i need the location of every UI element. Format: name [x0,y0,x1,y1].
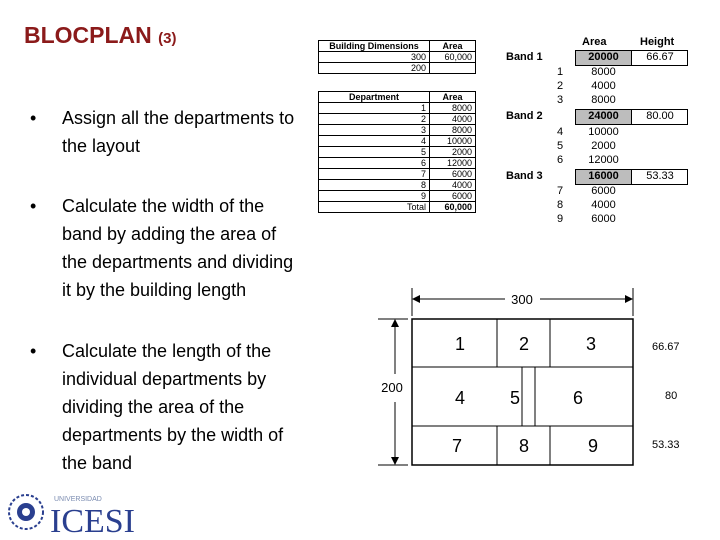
band-dept-number: 7 [556,185,564,197]
dept-5: 5 [509,388,521,408]
dept-number-cell: 6 [319,158,430,169]
length-label: 300 [511,292,533,307]
dept-number-cell: 9 [319,191,430,202]
dept-number-cell: 7 [319,169,430,180]
band-dept-area: 2000 [591,140,616,152]
band-dept-number: 4 [556,126,564,138]
dept-area-cell: 8000 [430,125,476,136]
band-dept-area: 12000 [588,154,619,166]
band-dept-area: 8000 [591,66,616,78]
band3-height-label: 53.33 [652,439,680,451]
band-dept-number: 3 [556,94,564,106]
length-cell: 300 [319,52,430,63]
dept-number-cell: 8 [319,180,430,191]
dept-3: 3 [585,334,597,354]
dept-6: 6 [572,388,584,408]
band3-area: 16000 [588,170,619,182]
band1-area: 20000 [588,51,619,63]
logo-small-text: UNIVERSIDAD [54,496,102,503]
band-dept-area: 8000 [591,94,616,106]
bullet-text: Assign all the departments to the layout [62,108,295,156]
dept-number-cell: 2 [319,114,430,125]
dept-area-cell: 6000 [430,191,476,202]
dept-area-cell: 8000 [430,103,476,114]
dept-8: 8 [518,436,530,456]
dept-area-cell: 2000 [430,147,476,158]
band-dept-area: 4000 [591,80,616,92]
header-cell: Area [430,92,476,103]
band2-height: 80.00 [646,110,674,122]
dept-area-cell: 12000 [430,158,476,169]
bullet-marker: • [30,196,37,216]
bullet-text: Calculate the width of the band by adding the area of the departments and dividing it by the building length [62,196,294,300]
dept-2: 2 [518,334,530,354]
band1-height: 66.67 [646,51,674,63]
band-dept-number: 2 [556,80,564,92]
band-dept-area: 10000 [588,126,619,138]
total-value: 60,000 [430,202,476,213]
dept-area-cell: 4000 [430,180,476,191]
title-sub: (3) [158,30,177,47]
dept-9: 9 [587,436,599,456]
dept-area-cell: 6000 [430,169,476,180]
dept-4: 4 [454,388,466,408]
band1-height-label: 66.67 [652,341,680,353]
band-dept-number: 9 [556,213,564,225]
bullet-marker: • [30,108,37,128]
band-dept-area: 4000 [591,199,616,211]
dept-area-cell: 4000 [430,114,476,125]
band-dept-number: 1 [556,66,564,78]
band-dept-number: 5 [556,140,564,152]
header-cell: Building Dimensions [319,41,430,52]
title-main: BLOCPLAN [24,22,152,48]
icesi-logo [4,487,164,537]
width-label: 200 [381,380,403,395]
width-cell: 200 [319,63,430,74]
band3-label: Band 3 [506,170,543,182]
height-header: Height [640,36,675,48]
bullet-marker: • [30,341,37,361]
area-header: Area [582,36,607,48]
dept-number-cell: 1 [319,103,430,114]
band-dept-number: 6 [556,154,564,166]
dept-number-cell: 4 [319,136,430,147]
band3-height: 53.33 [646,170,674,182]
logo-emblem-icon [9,495,43,529]
dept-7: 7 [451,436,463,456]
header-cell: Department [319,92,430,103]
band2-height-label: 80 [665,390,678,402]
logo-wordmark: ICESI [50,503,135,537]
band-dept-area: 6000 [591,185,616,197]
header-cell: Area [430,41,476,52]
band2-area: 24000 [588,110,619,122]
band-dept-number: 8 [556,199,564,211]
dept-1: 1 [454,334,466,354]
band1-label: Band 1 [506,51,543,63]
area-cell: 60,000 [430,52,476,63]
band2-label: Band 2 [506,110,543,122]
bullet-text: Calculate the length of the individual departments by dividing the area of the departments by the width of the band [62,341,284,473]
band-dept-area: 6000 [591,213,616,225]
dept-area-cell: 10000 [430,136,476,147]
dept-number-cell: 5 [319,147,430,158]
dept-number-cell: 3 [319,125,430,136]
total-label: Total [319,202,430,213]
